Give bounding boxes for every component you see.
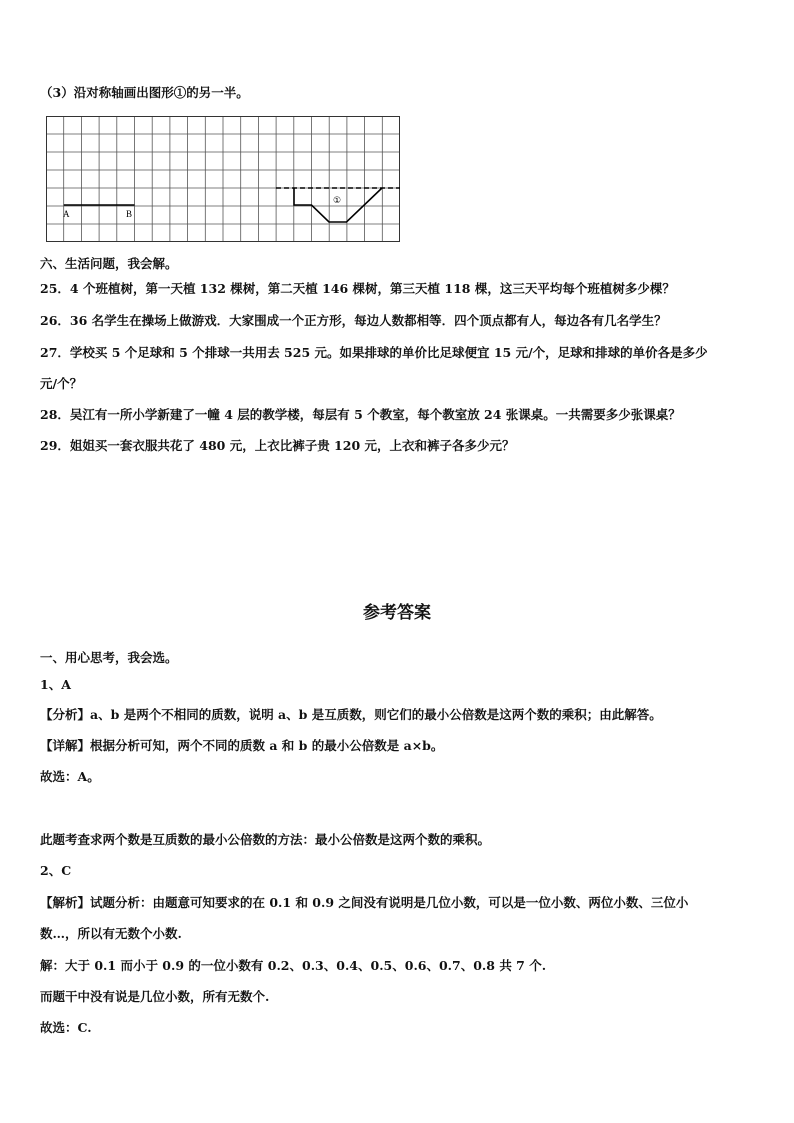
answer-1-number: 1、A: [40, 677, 71, 692]
answer-2-analysis-2: 数…，所以有无数个小数.: [40, 926, 182, 941]
answer-1-detail: 【详解】根据分析可知，两个不同的质数 a 和 b 的最小公倍数是 a×b。: [40, 738, 444, 753]
problem-28: 28．吴江有一所小学新建了一幢 4 层的教学楼，每层有 5 个教室，每个教室放 24 张课桌。一共需要多少张课桌？: [40, 407, 681, 422]
symmetry-grid-figure: [46, 116, 400, 242]
problem-27-cont: 元/个？: [40, 376, 83, 391]
point-b-label: B: [126, 209, 133, 219]
answers-title: 参考答案: [363, 603, 431, 623]
point-a-label: A: [63, 209, 70, 219]
problem-26: 26．36 名学生在操场上做游戏．大家围成一个正方形，每边人数都相等．四个顶点都有人，每边各有几名学生？: [40, 313, 667, 328]
problem-29: 29．姐姐买一套衣服共花了 480 元，上衣比裤子贵 120 元，上衣和裤子各多少元？: [40, 438, 515, 453]
answer-1-analysis: 【分析】a、b 是两个不相同的质数，说明 a、b 是互质数，则它们的最小公倍数是这两个数的乘积；由此解答。: [40, 707, 662, 722]
answer-2-note: 而题干中没有说是几位小数，所有无数个.: [40, 989, 270, 1004]
grid-lines: [46, 116, 400, 242]
answer-2-choice: 故选：C.: [40, 1020, 92, 1035]
problem-25: 25．4 个班植树，第一天植 132 棵树，第二天植 146 棵树，第三天植 118 棵，这三天平均每个班植树多少棵？: [40, 281, 675, 296]
answer-2-solution: 解：大于 0.1 而小于 0.9 的一位小数有 0.2、0.3、0.4、0.5、0.6、0.7、0.8 共 7 个.: [40, 958, 547, 973]
shape-label: ①: [333, 196, 342, 206]
answer-2-number: 2、C: [40, 863, 72, 878]
answer-1-summary: 此题考查求两个数是互质数的最小公倍数的方法：最小公倍数是这两个数的乘积。: [40, 832, 491, 847]
q3-instruction: （3）沿对称轴画出图形①的另一半。: [40, 85, 249, 100]
answers-section1-heading: 一、用心思考，我会选。: [40, 650, 178, 665]
section6-heading: 六、生活问题，我会解。: [40, 256, 178, 271]
answer-1-choice: 故选：A。: [40, 769, 100, 784]
grid-svg: [46, 116, 400, 242]
answer-2-analysis-1: 【解析】试题分析：由题意可知要求的在 0.1 和 0.9 之间没有说明是几位小数，可以是一位小数、两位小数、三位小: [40, 895, 689, 910]
problem-27: 27．学校买 5 个足球和 5 个排球一共用去 525 元。如果排球的单价比足球便宜 15 元/个，足球和排球的单价各是多少: [40, 345, 708, 360]
